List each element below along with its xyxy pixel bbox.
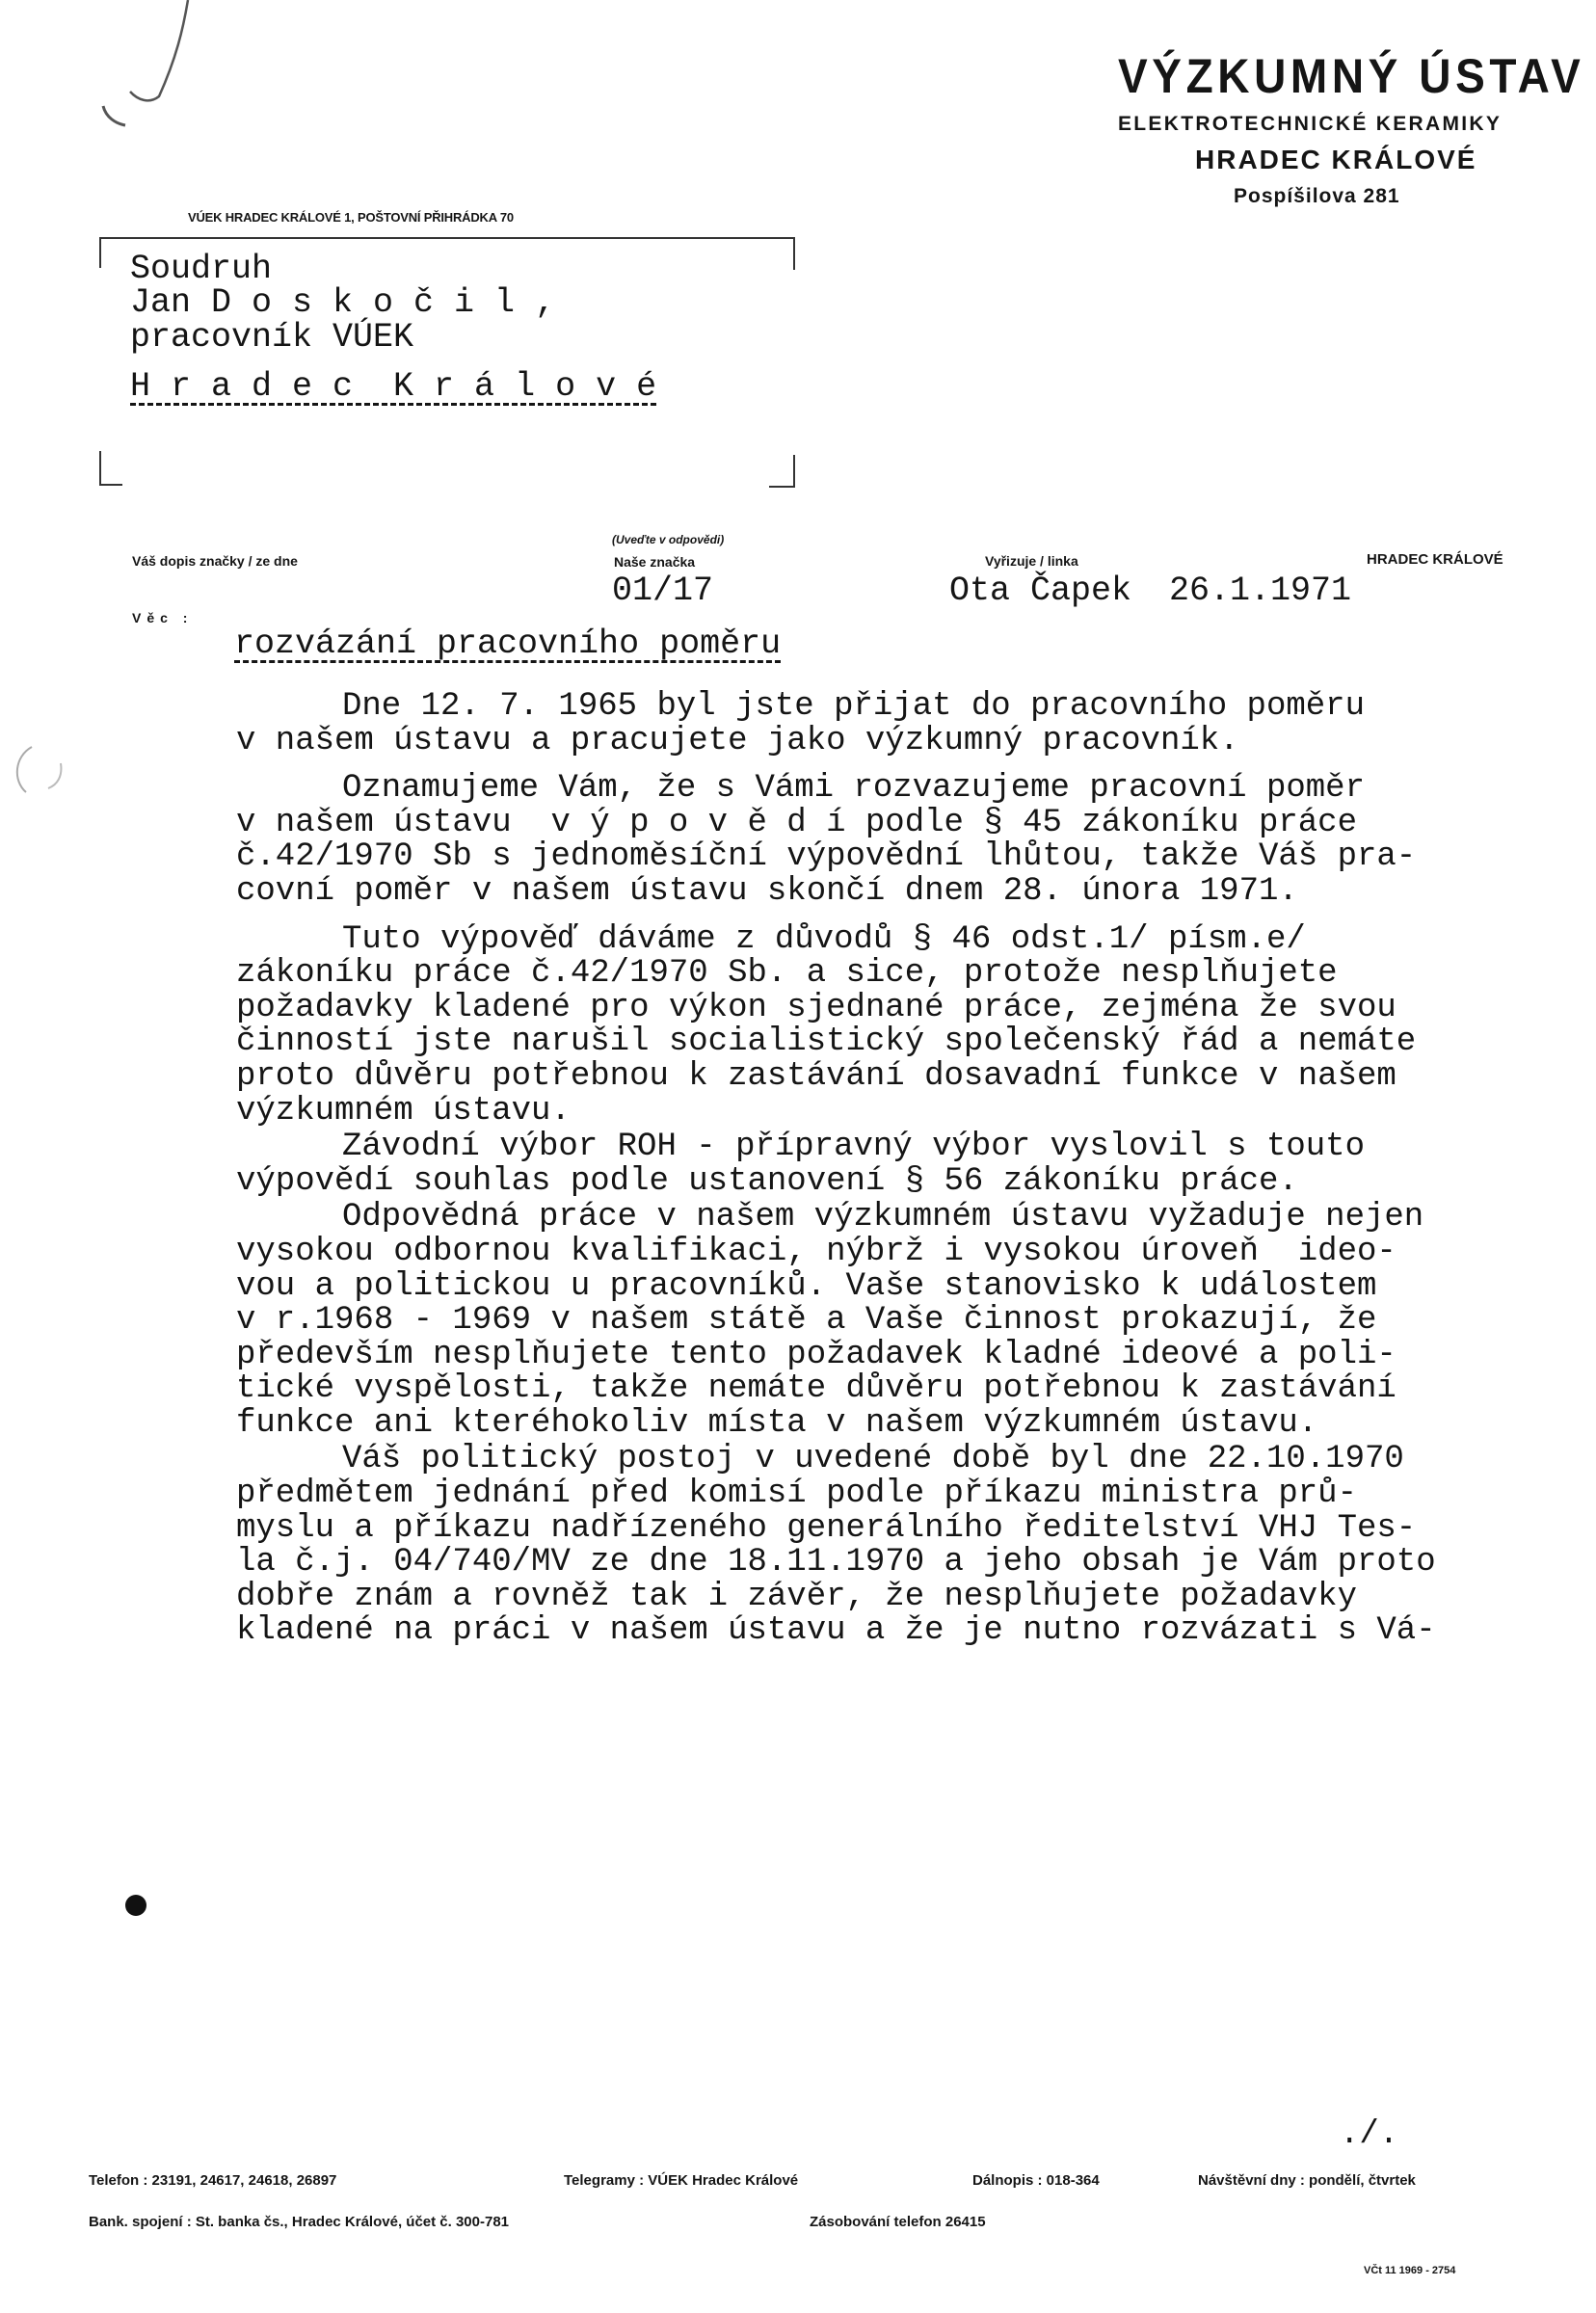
body-line: zákoníku práce č.42/1970 Sb. a sice, protože nesplňujete (236, 955, 1338, 993)
body-line: činností jste narušil socialistický společenský řád a nemáte (236, 1024, 1417, 1061)
recipient-name: Jan D o s k o č i l , (130, 283, 556, 322)
paragraph-6 (236, 1443, 1528, 1649)
postal-return-line: VÚEK HRADEC KRÁLOVÉ 1, POŠTOVNÍ PŘIHRÁDKA 70 (188, 210, 514, 225)
bracket-mark (5, 742, 63, 800)
footer-visiting-days: Návštěvní dny : pondělí, čtvrtek (1198, 2172, 1416, 2189)
body-line: vou a politickou u pracovníků. Vaše stanovisko k událostem (236, 1267, 1377, 1305)
paragraph-1 (236, 690, 1528, 758)
your-ref-label: Váš dopis značky / ze dne (132, 553, 298, 569)
footer-telex: Dálnopis : 018-364 (972, 2172, 1100, 2189)
our-ref-label: Naše značka (614, 554, 696, 570)
letterhead-subtitle-2: HRADEC KRÁLOVÉ (1195, 145, 1477, 174)
body-line: předmětem jednání před komisí podle příkazu ministra prů- (236, 1476, 1357, 1513)
subject-label: Věc : (132, 610, 194, 625)
recipient-role: pracovník VÚEK (130, 318, 414, 357)
frame-corner-bottom-right (769, 486, 795, 488)
footer-telegram: Telegramy : VÚEK Hradec Králové (564, 2172, 799, 2189)
body-line: především nesplňujete tento požadavek kladné ideové a poli- (236, 1336, 1396, 1373)
footer-bank: Bank. spojení : St. banka čs., Hradec Králové, účet č. 300-781 (89, 2214, 510, 2230)
footer-supply-phone: Zásobování telefon 26415 (810, 2214, 986, 2230)
handled-by-value: Ota Čapek (949, 572, 1132, 610)
body-line: Váš politický postoj v uvedené době byl dne 22.10.1970 (342, 1441, 1404, 1478)
body-line: v našem ústavu v ý p o v ě d í podle § 45 zákoníku práce (236, 804, 1357, 841)
frame-corner-top-left (99, 237, 101, 268)
body-line: výpovědí souhlas podle ustanovení § 56 zákoníku práce. (236, 1162, 1298, 1200)
body-line: požadavky kladené pro výkon sjednané práce, zejména že svou (236, 989, 1396, 1026)
body-line: Oznamujeme Vám, že s Vámi rozvazujeme pracovní poměr (342, 770, 1365, 808)
frame-corner-bottom-right (793, 455, 795, 488)
body-line: v našem ústavu a pracujete jako výzkumný pracovník. (236, 722, 1239, 759)
body-line: vysokou odbornou kvalifikaci, nýbrž i vysokou úroveň ideo- (236, 1233, 1396, 1270)
body-line: výzkumném ústavu. (236, 1092, 571, 1130)
subject-line: rozvázání pracovního poměru (234, 625, 782, 663)
body-line: la č.j. 04/740/MV ze dne 18.11.1970 a jeho obsah je Vám proto (236, 1544, 1436, 1582)
continuation-mark: ./. (1340, 2116, 1399, 2153)
body-line: Dne 12. 7. 1965 byl jste přijat do pracovního poměru (342, 688, 1365, 725)
letter-date: 26.1.1971 (1169, 572, 1352, 610)
handled-by-label: Vyřizuje / linka (985, 553, 1078, 569)
body-line: Tuto výpověď dáváme z důvodů § 46 odst.1/ písm.e/ (342, 920, 1306, 958)
body-line: covní poměr v našem ústavu skončí dnem 28. února 1971. (236, 872, 1298, 910)
our-ref-value: 01/17 (612, 572, 714, 610)
paragraph-4 (236, 1130, 1528, 1199)
place-label: HRADEC KRÁLOVÉ (1367, 551, 1503, 568)
paragraph-5 (236, 1201, 1528, 1441)
letterhead-subtitle-1: ELEKTROTECHNICKÉ KERAMIKY (1118, 113, 1503, 135)
body-line: v r.1968 - 1969 v našem státě a Vaše činnost prokazují, že (236, 1302, 1377, 1340)
body-line: myslu a příkazu nadřízeného generálního ředitelství VHJ Tes- (236, 1509, 1417, 1547)
body-line: Odpovědná práce v našem výzkumném ústavu vyžaduje nejen (342, 1199, 1424, 1236)
pen-scratch-mark (92, 0, 198, 130)
body-line: funkce ani kteréhokoliv místa v našem výzkumném ústavu. (236, 1404, 1318, 1442)
recipient-salutation: Soudruh (130, 250, 273, 288)
frame-corner-bottom-left (99, 484, 122, 486)
print-code: VČt 11 1969 - 2754 (1364, 2265, 1456, 2276)
frame-corner-top-right (793, 237, 795, 270)
recipient-city: H r a d e c K r á l o v é (130, 367, 657, 406)
body-line: č.42/1970 Sb s jednoměsíční výpovědní lhůtou, takže Váš pra- (236, 838, 1417, 876)
body-line: kladené na práci v našem ústavu a že je nutno rozvázati s Vá- (236, 1612, 1436, 1650)
paragraph-2 (236, 772, 1528, 909)
paragraph-3 (236, 920, 1528, 1130)
footer-phone: Telefon : 23191, 24617, 24618, 26897 (89, 2172, 337, 2189)
frame-corner-bottom-left (99, 451, 101, 486)
letter-body (236, 690, 1528, 1649)
body-line: dobře znám a rovněž tak i závěr, že nesplňujete požadavky (236, 1578, 1357, 1615)
letterhead-title: VÝZKUMNÝ ÚSTAV (1118, 49, 1585, 103)
body-line: Závodní výbor ROH - přípravný výbor vyslovil s touto (342, 1129, 1365, 1166)
body-line: proto důvěru potřebnou k zastávání dosavadní funkce v našem (236, 1057, 1396, 1095)
punch-hole-dot (125, 1895, 146, 1916)
body-line: tické vyspělosti, takže nemáte důvěru potřebnou k zastávání (236, 1370, 1396, 1408)
frame-top-line (99, 237, 795, 239)
reply-note: (Uveďte v odpovědi) (612, 533, 725, 546)
letterhead-address: Pospíšilova 281 (1234, 185, 1400, 207)
